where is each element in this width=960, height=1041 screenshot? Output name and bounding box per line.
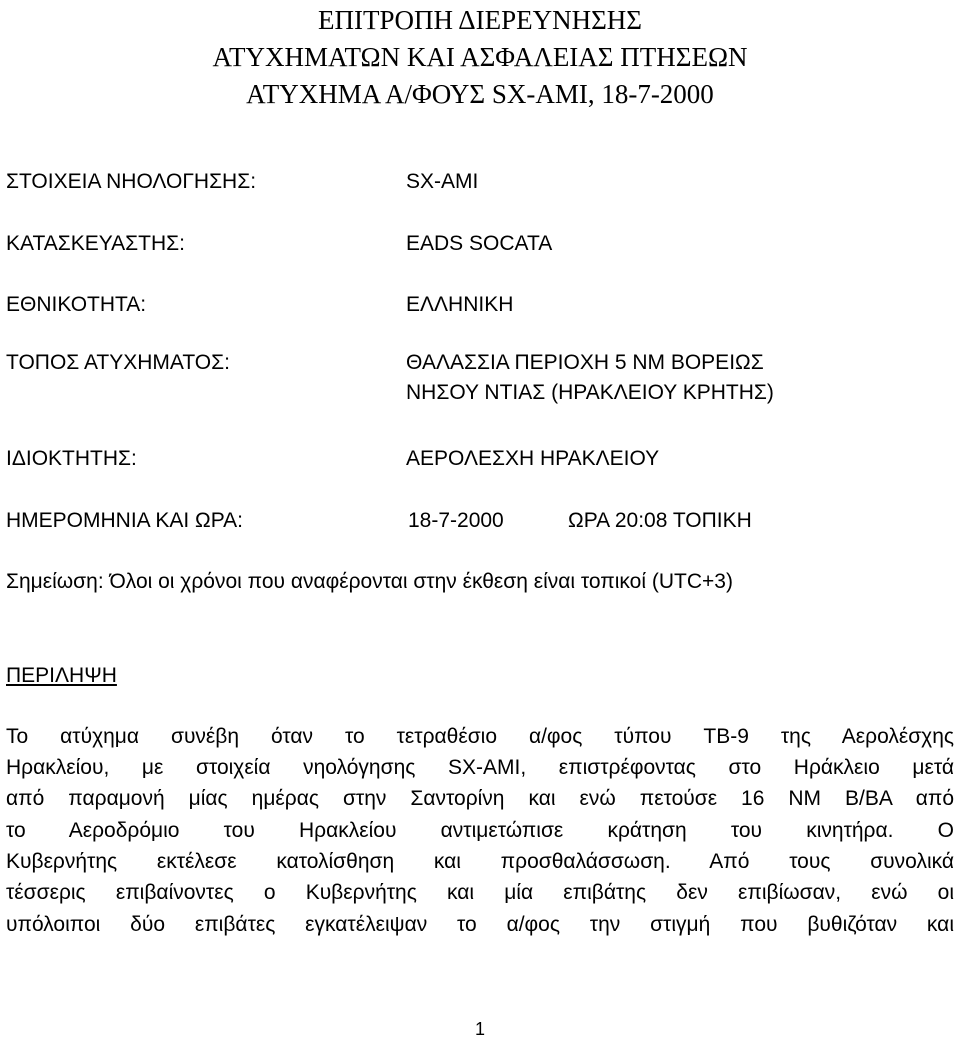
location-label: ΤΟΠΟΣ ΑΤΥΧΗΜΑΤΟΣ: xyxy=(6,351,230,374)
location-value-line2: ΝΗΣΟΥ ΝΤΙΑΣ (ΗΡΑΚΛΕΙΟΥ ΚΡΗΤΗΣ) xyxy=(406,381,774,404)
paragraph-line: το Αεροδρόμιο του Ηρακλείου αντιμετώπισε κράτηση του κινητήρα. Ο xyxy=(6,819,954,842)
paragraph-line: από παραμονή μίας ημέρας στην Σαντορίνη και ενώ πετούσε 16 ΝΜ Β/ΒΑ από xyxy=(6,787,954,810)
time-note: Σημείωση: Όλοι οι χρόνοι που αναφέρονται στην έκθεση είναι τοπικοί (UTC+3) xyxy=(6,570,733,593)
registration-label: ΣΤΟΙΧΕΙΑ ΝΗΟΛΟΓΗΣΗΣ: xyxy=(6,170,257,193)
paragraph-line: τέσσερις επιβαίνοντες ο Κυβερνήτης και μία επιβάτης δεν επιβίωσαν, ενώ οι xyxy=(6,881,954,904)
title-line: ΑΤΥΧΗΜΑ Α/ΦΟΥΣ SX-AMI, 18-7-2000 xyxy=(246,79,714,109)
summary-heading: ΠΕΡΙΛΗΨΗ xyxy=(6,664,117,687)
registration-value: SX-AMI xyxy=(406,170,479,193)
paragraph-line: Ηρακλείου, με στοιχεία νηολόγησης SX-AMI, επιστρέφοντας στο Ηράκλειο μετά xyxy=(6,756,954,779)
manufacturer-label: ΚΑΤΑΣΚΕΥΑΣΤΗΣ: xyxy=(6,232,185,255)
paragraph-line: Κυβερνήτης εκτέλεσε κατολίσθηση και προσθαλάσσωση. Από τους συνολικά xyxy=(6,850,954,873)
title-line: ΑΤΥΧΗΜΑΤΩΝ ΚΑΙ ΑΣΦΑΛΕΙΑΣ ΠΤΗΣΕΩΝ xyxy=(212,42,748,72)
owner-label: ΙΔΙΟΚΤΗΤΗΣ: xyxy=(6,447,137,470)
nationality-label: ΕΘΝΙΚΟΤΗΤΑ: xyxy=(6,293,147,316)
report-title xyxy=(0,2,960,113)
paragraph-line: Το ατύχημα συνέβη όταν το τετραθέσιο α/φος τύπου TB-9 της Αερολέσχης xyxy=(6,725,954,748)
datetime-label: ΗΜΕΡΟΜΗΝΙΑ ΚΑΙ ΩΡΑ: xyxy=(6,509,244,532)
location-value-line1: ΘΑΛΑΣΣΙΑ ΠΕΡΙΟΧΗ 5 ΝΜ ΒΟΡΕΙΩΣ xyxy=(406,351,764,374)
manufacturer-value: EADS SOCATA xyxy=(406,232,553,255)
owner-value: ΑΕΡΟΛΕΣΧΗ ΗΡΑΚΛΕΙΟΥ xyxy=(406,447,660,470)
nationality-value: ΕΛΛΗΝΙΚΗ xyxy=(406,293,514,316)
time-value: ΩΡΑ 20:08 ΤΟΠΙΚΗ xyxy=(568,509,752,532)
paragraph-line: υπόλοιποι δύο επιβάτες εγκατέλειψαν το α/φος την στιγμή που βυθιζόταν και xyxy=(6,913,954,936)
page-number: 1 xyxy=(474,1019,485,1039)
date-value: 18-7-2000 xyxy=(408,509,504,532)
title-line: ΕΠΙΤΡΟΠΗ ΔΙΕΡΕΥΝΗΣΗΣ xyxy=(317,5,643,35)
